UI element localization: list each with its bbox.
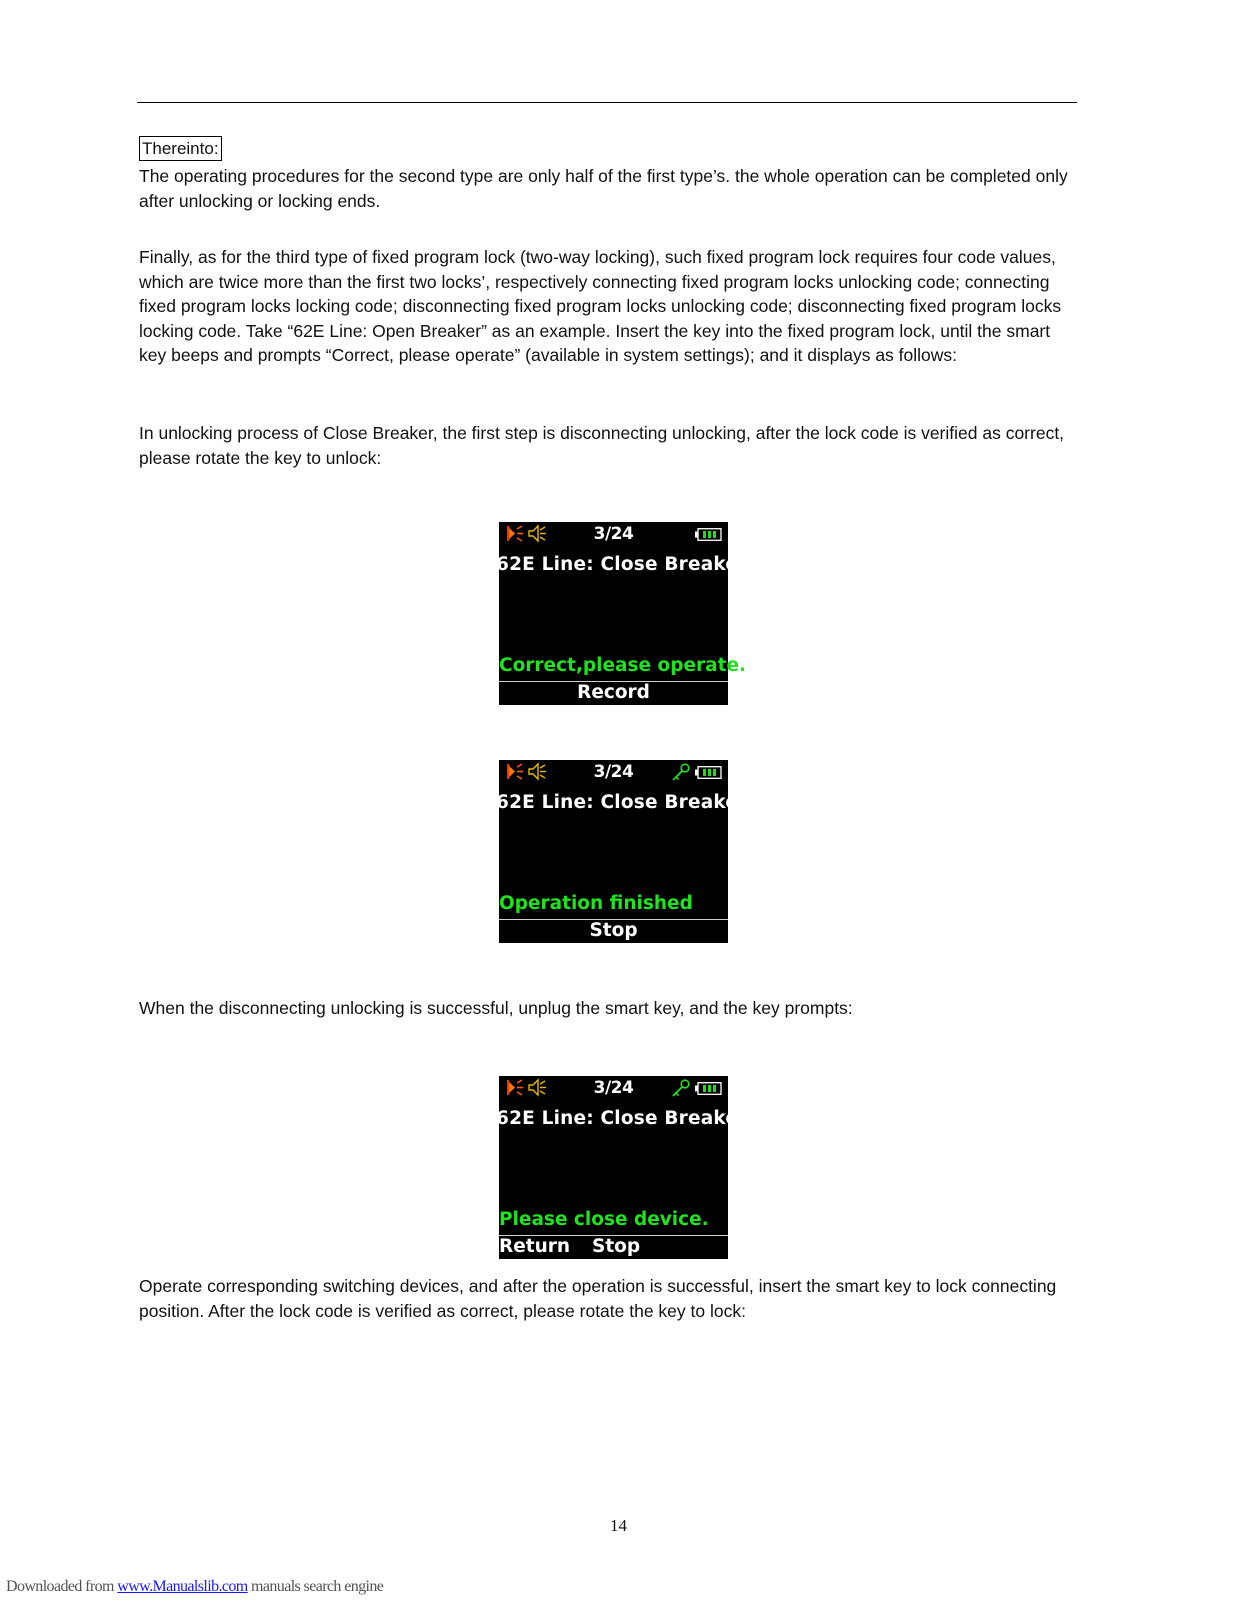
status-message: Operation finished xyxy=(499,893,693,914)
status-bar xyxy=(499,1076,728,1100)
status-bar xyxy=(499,760,728,784)
task-title: 62E Line: Close Breaker. xyxy=(496,1108,753,1129)
task-counter: 3/24 xyxy=(593,762,634,782)
stop-softkey[interactable]: Stop xyxy=(589,920,638,941)
footer-prefix: Downloaded from xyxy=(6,1578,118,1595)
task-title: 62E Line: Close Breaker. xyxy=(496,554,753,575)
task-counter: 3/24 xyxy=(593,524,634,544)
manualslib-link[interactable]: www.Manualslib.com xyxy=(117,1578,248,1595)
status-message: Please close device. xyxy=(499,1209,709,1230)
download-footer xyxy=(6,1578,383,1596)
device-screen-correct xyxy=(496,522,753,705)
key-icon xyxy=(671,1079,691,1097)
device-screen-close-device xyxy=(496,1076,753,1259)
status-message: Correct,please operate. xyxy=(499,655,747,676)
status-bar xyxy=(499,522,728,546)
stop-softkey[interactable]: Stop xyxy=(592,1236,641,1257)
footer-suffix: manuals search engine xyxy=(247,1578,384,1595)
paragraph-close-breaker: In unlocking process of Close Breaker, the first step is disconnecting unlocking, after the lock code is verified as correct, please rotate the key to unlock: xyxy=(139,423,1065,468)
task-counter: 3/24 xyxy=(593,1078,634,1098)
paragraph-third-type: Finally, as for the third type of fixed program lock (two-way locking), such fixed program lock requires four code values, which are twice more than the first two locks’, respectively connecting fixed program locks unlocking code; connecting fixed program locks locking code; disconnecting fixed program locks unlocking code; disconnecting fixed program locks locking code. Take “62E Line: Open Breaker” as an example. Insert the key into the fixed program lock, until the smart key beeps and prompts “Correct, please operate” (available in system settings); and it displays as follows: xyxy=(139,247,1062,365)
record-softkey[interactable]: Record xyxy=(577,682,650,703)
battery-icon xyxy=(695,528,722,541)
paragraph-lock-connecting: Operate corresponding switching devices, and after the operation is successful, insert the smart key to lock connecting position. After the lock code is verified as correct, please rotate the key to lock: xyxy=(139,1276,1057,1321)
paragraph-unplug-key: When the disconnecting unlocking is successful, unplug the smart key, and the key prompts: xyxy=(139,998,853,1018)
thereinto-label: Thereinto: xyxy=(139,136,222,161)
key-icon xyxy=(671,763,691,781)
battery-icon xyxy=(695,766,722,779)
return-softkey[interactable]: Return xyxy=(499,1236,571,1257)
task-title: 62E Line: Close Breaker. xyxy=(496,792,753,813)
paragraph-second-type: The operating procedures for the second type are only half of the first type’s. the whole operation can be completed only after unlocking or locking ends. xyxy=(139,166,1068,211)
battery-icon xyxy=(695,1082,722,1095)
device-screen-finished xyxy=(496,760,753,943)
page-number: 14 xyxy=(610,1516,627,1535)
header-rule xyxy=(137,102,1077,103)
